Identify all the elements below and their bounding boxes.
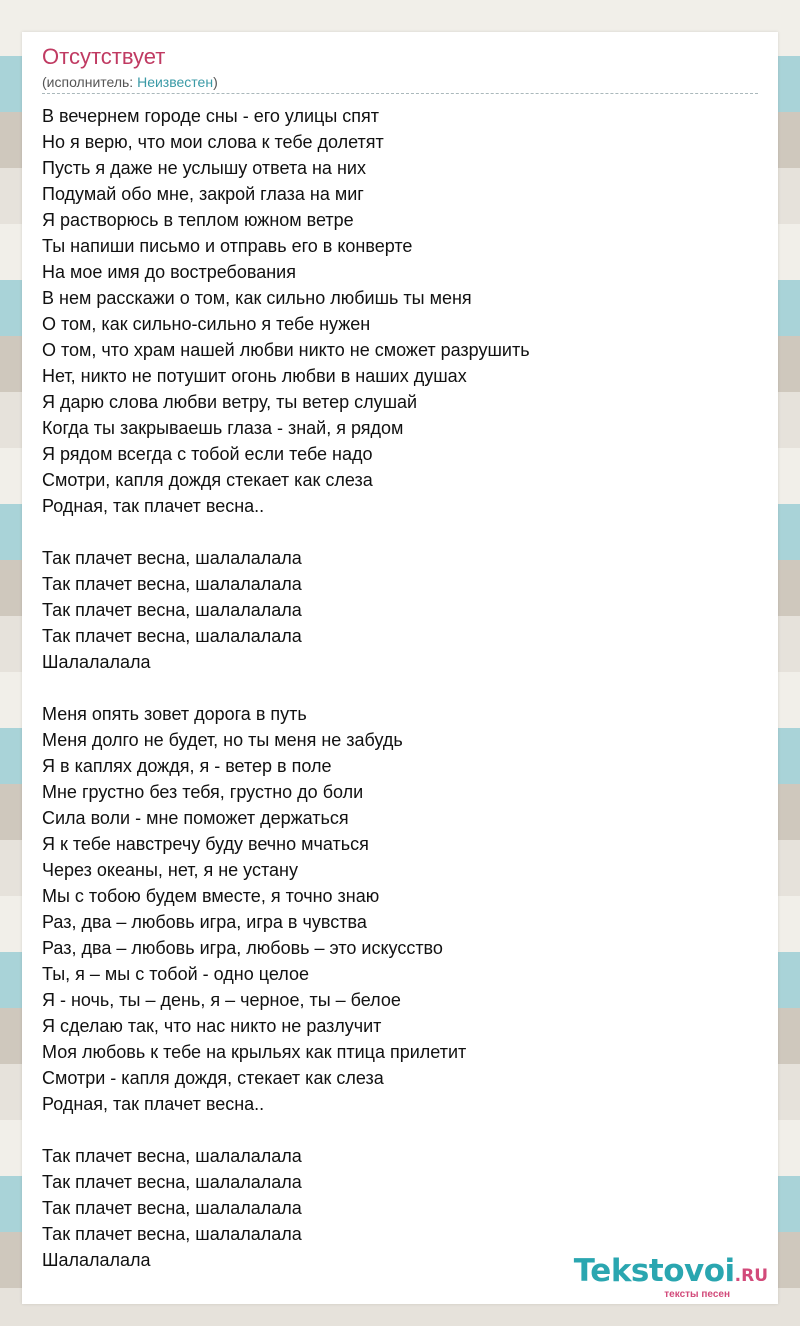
song-title: Отсутствует [42,44,166,69]
lyric-line: Раз, два – любовь игра, игра в чувства [42,912,367,932]
lyric-line: Шалалалала [42,652,151,672]
lyric-line: Я растворюсь в теплом южном ветре [42,210,354,230]
lyric-line [42,519,762,545]
lyric-line: Я сделаю так, что нас никто не разлучит [42,1016,382,1036]
lyric-line: Я к тебе навстречу буду вечно мчаться [42,834,369,854]
lyric-line [42,1117,762,1143]
lyric-line: Родная, так плачет весна.. [42,1094,265,1114]
lyric-line: Меня долго не будет, но ты меня не забудь [42,730,403,750]
lyric-line: Через океаны, нет, я не устану [42,860,298,880]
lyric-line: Так плачет весна, шалалалала [42,600,302,620]
lyric-line: Ты, я – мы с тобой - одно целое [42,964,309,984]
lyric-line: Моя любовь к тебе на крыльях как птица прилетит [42,1042,467,1062]
lyric-line: Так плачет весна, шалалалала [42,1198,302,1218]
lyric-line: Так плачет весна, шалалалала [42,548,302,568]
logo-tagline: тексты песен [664,1289,730,1300]
lyric-line: Меня опять зовет дорога в путь [42,704,307,724]
lyric-line: О том, что храм нашей любви никто не сможет разрушить [42,340,530,360]
lyric-line: Когда ты закрываешь глаза - знай, я рядом [42,418,404,438]
lyric-line: В нем расскажи о том, как сильно любишь ты меня [42,288,472,308]
lyric-line: Ты напиши письмо и отправь его в конверте [42,236,413,256]
artist-prefix: (исполнитель: [42,74,138,90]
lyrics-card [22,32,778,1304]
lyric-line [42,675,762,701]
title-divider [42,93,758,94]
lyric-line: О том, как сильно-сильно я тебе нужен [42,314,371,334]
lyric-line: Но я верю, что мои слова к тебе долетят [42,132,384,152]
artist-suffix: ) [213,74,218,90]
lyric-line: Так плачет весна, шалалалала [42,1224,302,1244]
lyric-line: Мне грустно без тебя, грустно до боли [42,782,364,802]
artist-link[interactable]: Неизвестен [137,74,214,90]
lyric-line: Смотри - капля дождя, стекает как слеза [42,1068,384,1088]
lyric-line: Нет, никто не потушит огонь любви в наших душах [42,366,467,386]
lyric-line: Так плачет весна, шалалалала [42,1146,302,1166]
lyric-line: Родная, так плачет весна.. [42,496,265,516]
lyric-line: Раз, два – любовь игра, любовь – это искусство [42,938,443,958]
lyric-line: Шалалалала [42,1250,151,1270]
lyric-line: На мое имя до востребования [42,262,296,282]
logo-wordmark [574,1255,768,1292]
lyric-line: Пусть я даже не услышу ответа на них [42,158,366,178]
lyric-line: Я - ночь, ты – день, я – черное, ты – белое [42,990,401,1010]
lyric-line: Подумай обо мне, закрой глаза на миг [42,184,364,204]
lyric-line: Я рядом всегда с тобой если тебе надо [42,444,373,464]
lyric-line: Мы с тобою будем вместе, я точно знаю [42,886,380,906]
logo-tld: .RU [734,1266,768,1286]
lyric-line: Я дарю слова любви ветру, ты ветер слушай [42,392,418,412]
lyric-line: Я в каплях дождя, я - ветер в поле [42,756,332,776]
lyric-line: Так плачет весна, шалалалала [42,574,302,594]
logo-main-text: Tekstovoi [573,1253,735,1289]
lyric-line: В вечернем городе сны - его улицы спят [42,106,380,126]
lyric-line: Так плачет весна, шалалалала [42,1172,302,1192]
site-logo[interactable] [574,1255,768,1300]
artist-line [42,73,218,91]
lyrics-text [42,103,762,1273]
lyric-line: Сила воли - мне поможет держаться [42,808,349,828]
lyric-line: Смотри, капля дождя стекает как слеза [42,470,373,490]
lyric-line: Так плачет весна, шалалалала [42,626,302,646]
